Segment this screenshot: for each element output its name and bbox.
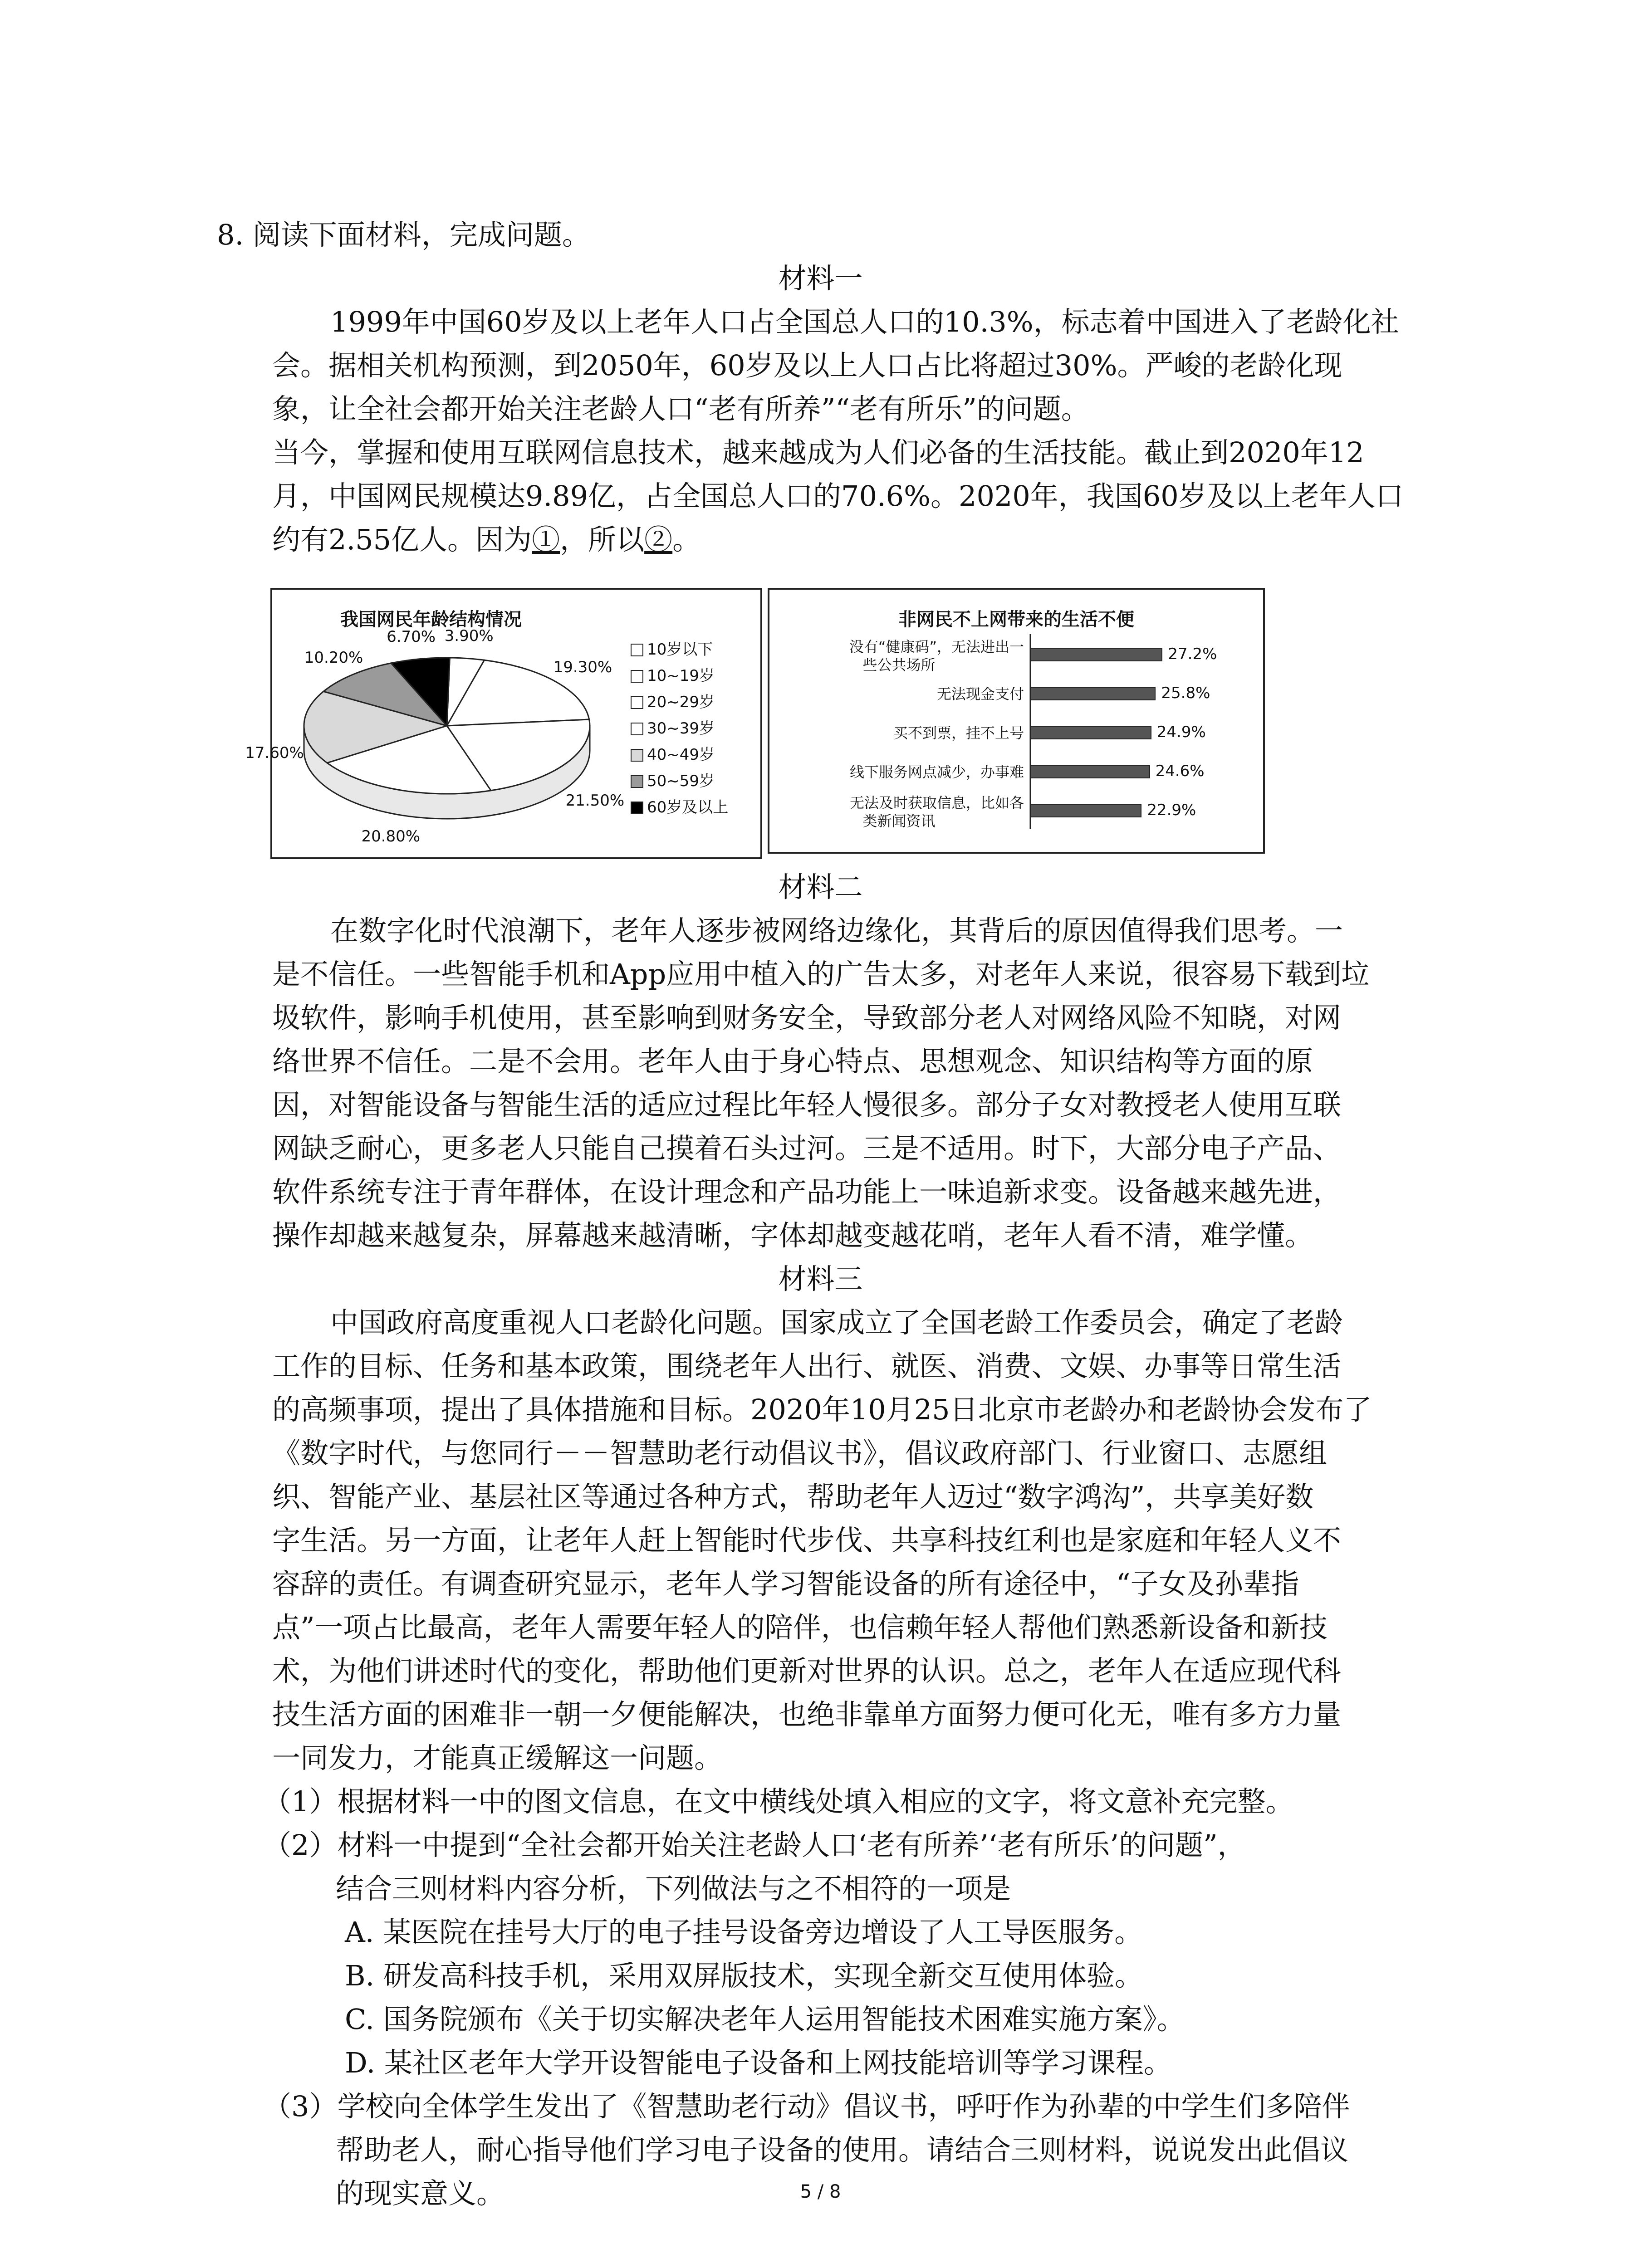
material3-line: 中国政府高度重视人口老龄化问题。国家成立了全国老龄工作委员会，确定了老龄 (330, 1306, 1343, 1339)
material2-line: 因，对智能设备与智能生活的适应过程比年轻人慢很多。部分子女对教授老人使用互联 (272, 1088, 1342, 1121)
question-3-line2: 帮助老人，耐心指导他们学习电子设备的使用。请结合三则材料，说说发出此倡议 (336, 2133, 1349, 2166)
bar-value-label: 27.2% (1168, 645, 1217, 663)
legend-swatch (631, 670, 643, 683)
pie-chart-title: 我国网民年龄结构情况 (340, 609, 522, 630)
material1-last-line (272, 519, 700, 561)
pie-slice-label: 19.30% (553, 658, 612, 677)
question-2-line2: 结合三则材料内容分析，下列做法与之不相符的一项是 (336, 1872, 1011, 1905)
material3-line: 点”一项占比最高，老年人需要年轻人的陪伴，也信赖年轻人帮他们熟悉新设备和新技 (272, 1611, 1327, 1644)
legend-swatch (631, 802, 643, 814)
bar-chart (768, 588, 1265, 854)
legend-label: 40~49岁 (647, 746, 715, 764)
bar (1030, 765, 1150, 778)
pie-chart (245, 588, 762, 859)
legend-swatch (631, 644, 643, 656)
bar (1030, 687, 1156, 700)
material3-line: 字生活。另一方面，让老年人赶上智能时代步伐、共享科技红利也是家庭和年轻人义不 (272, 1524, 1342, 1557)
pie-slice-label: 6.70% (387, 627, 436, 646)
material1-line: 象，让全社会都开始关注老龄人口“老有所养”“老有所乐”的问题。 (272, 392, 1089, 425)
blank-1: ① (532, 523, 560, 556)
pie-legend-item (631, 798, 728, 816)
legend-label: 10~19岁 (647, 667, 715, 685)
bar-category-label (774, 685, 1024, 703)
option-a: A. 某医院在挂号大厅的电子挂号设备旁边增设了人工导医服务。 (345, 1916, 1143, 1949)
option-d: D. 某社区老年大学开设智能电子设备和上网技能培训等学习课程。 (345, 2046, 1172, 2079)
legend-label: 60岁及以上 (647, 798, 729, 816)
bar-value-label: 22.9% (1147, 801, 1196, 819)
material2-heading: 材料二 (778, 870, 863, 904)
option-b: B. 研发高科技手机，采用双屏版技术，实现全新交互使用体验。 (345, 1959, 1143, 1992)
question-3-line3: 的现实意义。 (336, 2177, 505, 2210)
bar-chart-title: 非网民不上网带来的生活不便 (898, 609, 1134, 630)
bar-category-label (774, 724, 1024, 742)
blank-2: ② (644, 523, 673, 556)
material3-line: 技生活方面的困难非一朝一夕便能解决，也绝非靠单方面努力便可化无，唯有多方力量 (272, 1698, 1342, 1731)
bar-category-label (774, 763, 1024, 781)
bar (1030, 804, 1141, 817)
legend-label: 10岁以下 (647, 640, 713, 659)
option-c: C. 国务院颁布《关于切实解决老年人运用智能技术困难实施方案》。 (345, 2003, 1185, 2036)
material1-line: 1999年中国60岁及以上老年人口占全国总人口的10.3%，标志着中国进入了老龄化社 (330, 305, 1399, 338)
bar-category-label-line: 些公共场所 (862, 656, 936, 674)
pie-legend-item (631, 772, 715, 790)
bar-category-label-line: 无法现金支付 (936, 685, 1024, 703)
question-intro-text: 阅读下面材料，完成问题。 (252, 218, 590, 251)
question-1: （1）根据材料一中的图文信息，在文中横线处填入相应的文字，将文意补充完整。 (263, 1785, 1294, 1818)
material1-line: 月，中国网民规模达9.89亿，占全国总人口的70.6%。2020年，我国60岁及以上老年人口 (272, 479, 1404, 513)
material1-last-post: 。 (672, 523, 701, 556)
material2-line: 在数字化时代浪潮下，老年人逐步被网络边缘化，其背后的原因值得我们思考。一 (330, 914, 1343, 947)
legend-swatch (631, 696, 643, 709)
pie-legend-item (631, 693, 715, 711)
pie-slice-label: 17.60% (245, 743, 304, 762)
question-intro (217, 214, 590, 256)
bar-category-label-line: 没有“健康码”，无法进出一 (849, 638, 1024, 655)
legend-swatch (631, 775, 643, 788)
material2-line: 网缺乏耐心，更多老人只能自己摸着石头过河。三是不适用。时下，大部分电子产品、 (272, 1132, 1342, 1165)
bar-value-label: 25.8% (1161, 684, 1210, 702)
bar-category-label-line: 无法及时获取信息，比如各 (849, 794, 1024, 811)
legend-swatch (631, 749, 643, 762)
material3-line: 术，为他们讲述时代的变化，帮助他们更新对世界的认识。总之，老年人在适应现代科 (272, 1654, 1342, 1687)
material1-last-mid: ，所以 (560, 523, 645, 556)
question-2-line1: （2）材料一中提到“全社会都开始关注老龄人口‘老有所养’‘老有所乐’的问题”， (263, 1828, 1246, 1862)
pie-slice-label: 3.90% (444, 627, 494, 645)
legend-label: 50~59岁 (647, 772, 715, 790)
material1-line: 会。据相关机构预测，到2050年，60岁及以上人口占比将超过30%。严峻的老龄化现 (272, 349, 1342, 382)
bar-value-label: 24.6% (1155, 762, 1205, 780)
material3-line: 工作的目标、任务和基本政策，围绕老年人出行、就医、消费、文娱、办事等日常生活 (272, 1349, 1342, 1383)
page-number: 5 / 8 (800, 2181, 841, 2202)
pie-slice-label: 21.50% (565, 791, 625, 810)
material1-line: 当今，掌握和使用互联网信息技术，越来越成为人们必备的生活技能。截止到2020年12 (272, 436, 1364, 469)
bar-category-label-line: 类新闻资讯 (862, 812, 936, 830)
pie-legend-item (631, 640, 713, 659)
material3-heading: 材料三 (778, 1262, 863, 1295)
material3-line: 的高频事项，提出了具体措施和目标。2020年10月25日北京市老龄办和老龄协会发布了 (272, 1393, 1372, 1426)
legend-swatch (631, 723, 643, 735)
legend-label: 30~39岁 (647, 719, 715, 738)
bar (1030, 726, 1151, 739)
material3-line: 容辞的责任。有调查研究显示，老年人学习智能设备的所有途径中，“子女及孙辈指 (272, 1567, 1299, 1600)
pie-legend-item (631, 719, 715, 738)
material3-line: 《数字时代，与您同行－－智慧助老行动倡议书》，倡议政府部门、行业窗口、志愿组 (272, 1437, 1327, 1470)
material3-line: 织、智能产业、基层社区等通过各种方式，帮助老年人迈过“数字鸿沟”，共享美好数 (272, 1480, 1314, 1513)
bar-category-label (774, 794, 1024, 830)
question-number: 8. (217, 218, 244, 251)
pie-slice-label: 20.80% (361, 827, 421, 846)
bar-value-label: 24.9% (1156, 723, 1206, 741)
pie-legend-item (631, 746, 715, 764)
legend-label: 20~29岁 (647, 693, 715, 711)
material2-line: 操作却越来越复杂，屏幕越来越清晰，字体却越变越花哨，老年人看不清，难学懂。 (272, 1219, 1313, 1252)
bar (1030, 648, 1162, 661)
pie-slice-label: 10.20% (304, 648, 363, 667)
pie-legend-item (631, 667, 715, 685)
material2-line: 软件系统专注于青年群体，在设计理念和产品功能上一味追新求变。设备越来越先进， (272, 1175, 1342, 1208)
bar-category-label-line: 买不到票，挂不上号 (893, 724, 1024, 742)
bar-category-label (774, 638, 1024, 674)
material2-line: 络世界不信任。二是不会用。老年人由于身心特点、思想观念、知识结构等方面的原 (272, 1045, 1313, 1078)
question-3-line1: （3）学校向全体学生发出了《智慧助老行动》倡议书，呼吁作为孙辈的中学生们多陪伴 (263, 2090, 1350, 2123)
material2-line: 圾软件，影响手机使用，甚至影响到财务安全，导致部分老人对网络风险不知晓，对网 (272, 1001, 1342, 1034)
material1-last-pre: 约有2.55亿人。因为 (272, 523, 532, 556)
material2-line: 是不信任。一些智能手机和App应用中植入的广告太多，对老年人来说，很容易下载到垃 (272, 958, 1370, 991)
bar-category-label-line: 线下服务网点减少，办事难 (849, 763, 1024, 781)
material1-heading: 材料一 (778, 262, 863, 295)
material3-line: 一同发力，才能真正缓解这一问题。 (272, 1741, 723, 1774)
